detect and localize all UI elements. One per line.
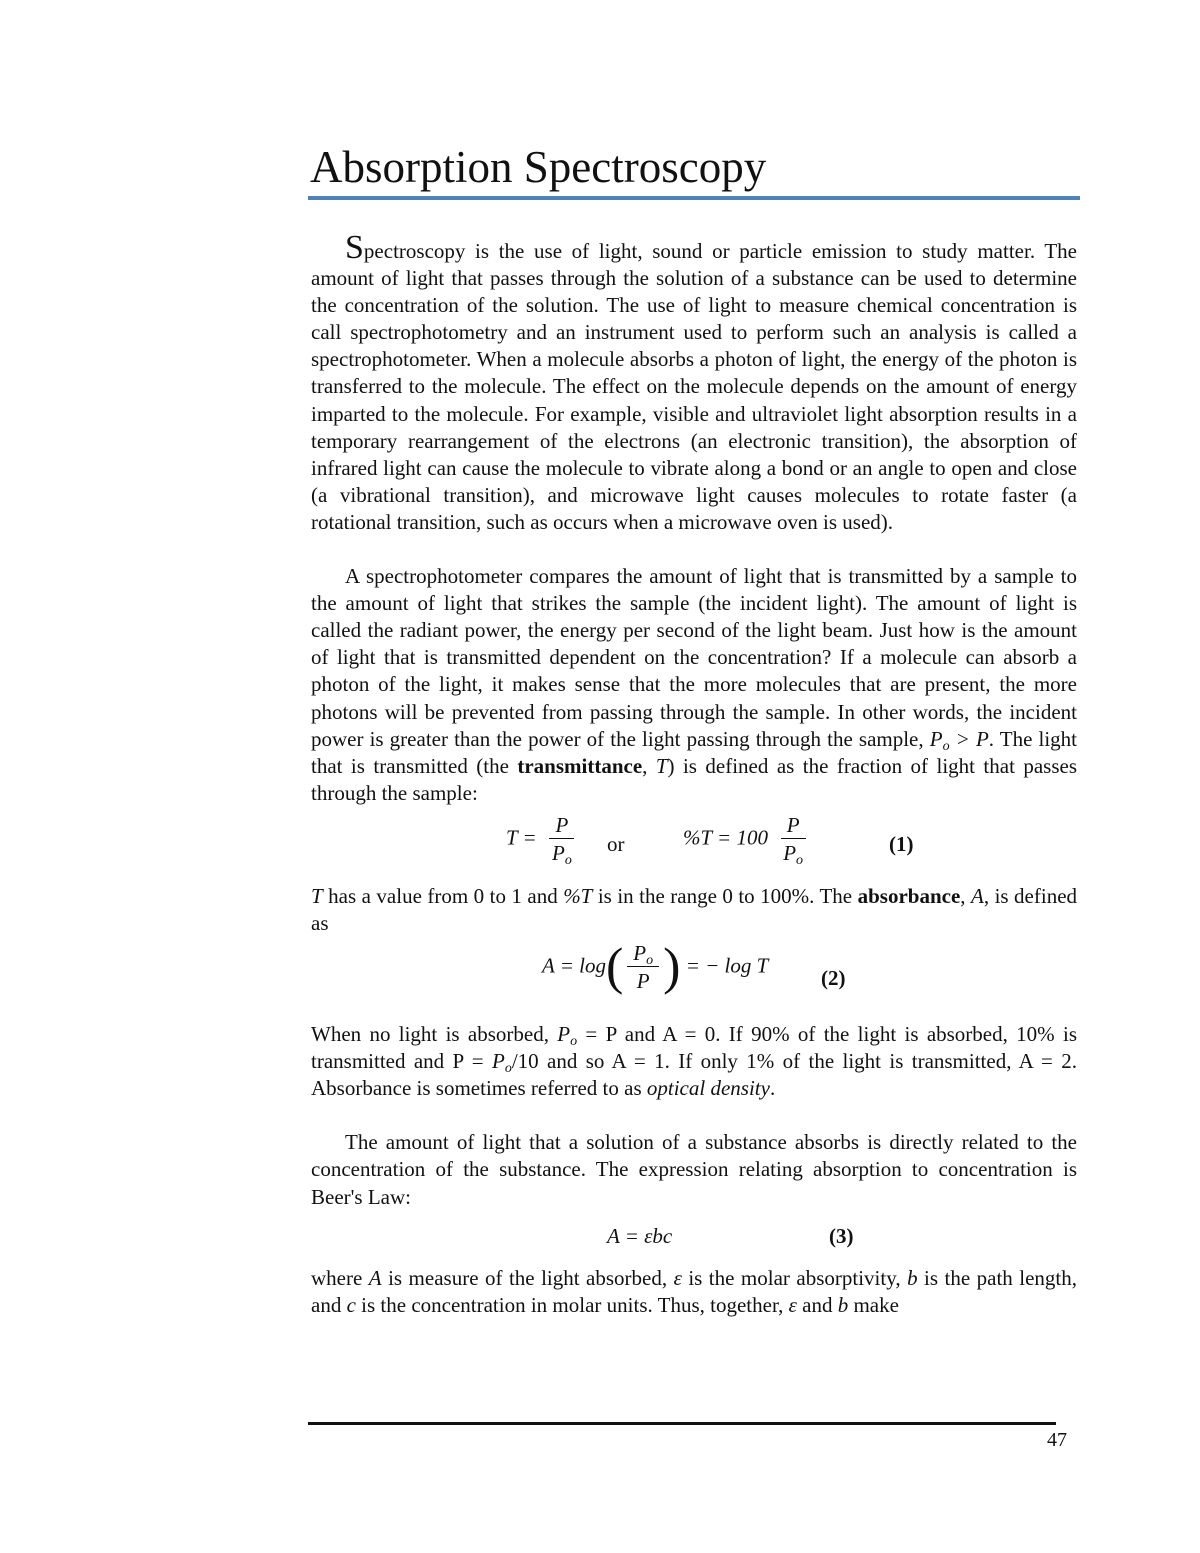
paragraph-absorbance-values: When no light is absorbed, $P_o = P$ and A = 0. If 90% of the light is absorbed, 10% is transmitted and $P = P_o/10$ and so A = 1. If only 1% of the light is transmitted, A = 2. Absorbance is sometimes referred to as optical density. [311, 1022, 1077, 1101]
term-absorbance: absorbance [857, 883, 961, 908]
paragraph-text: where [311, 1265, 369, 1290]
paragraph-text: , [642, 753, 656, 778]
equation-number: (2) [821, 966, 846, 991]
paragraph-text: A spectrophotometer compares the amount of light that is transmitted by a sample to the amount of light that strikes the sample (the incident light). The amount of light is called the radiant power, the energy per second of the light beam. Just how is the amount of light that is transmitted dependent on the concentration? If a molecule can absorb a photon of the light, it makes sense that the more molecules that are present, the more photons will be prevented from passing through the sample. In other words, the incident power is greater than the power of the light passing through the sample, [311, 564, 1077, 751]
drop-cap: S [345, 229, 364, 266]
paragraph-text: is in the range 0 to 100%. The [592, 883, 858, 908]
paragraph-text: , [960, 883, 972, 908]
fraction [546, 813, 578, 866]
paragraph-text: /10 and so A = 1. If only 1% of the light is transmitted, A = 2. Absorbance is sometimes referred to as [311, 1049, 1077, 1101]
symbol-b: b [837, 1292, 849, 1317]
paragraph-text: has a value from 0 to 1 and [322, 883, 564, 908]
paragraph-text: , is defined as [311, 883, 1078, 935]
equation-number: (1) [889, 831, 914, 856]
symbol-epsilon: ε [673, 1265, 682, 1290]
equation-2: A = log( $\frac{P_o}{P}$ ) = − log T (2) [542, 938, 846, 996]
symbol-epsilon: ε [788, 1292, 797, 1317]
symbol-percent-t: %T [563, 883, 593, 908]
paragraph-beers-law: The amount of light that a solution of a substance absorbs is directly related to the concentration of the substance. The expression relating absorption to concentration is Beer's Law: [311, 1130, 1077, 1209]
paragraph-text: is the path length, and [311, 1265, 1077, 1317]
paragraph-text: is measure of the light absorbed, [381, 1265, 674, 1290]
paragraph-absorbance [311, 883, 1077, 937]
symbol-t: T [655, 753, 668, 778]
paragraph-text: is the concentration in molar units. Thus, together, [355, 1292, 789, 1317]
symbol-a: A [368, 1265, 382, 1290]
inequality: > P [955, 726, 989, 751]
paragraph-text: is the molar absorptivity, [681, 1265, 908, 1290]
page-title: Absorption Spectroscopy [310, 142, 767, 192]
paragraph-text: and [796, 1292, 838, 1317]
paragraph-spectrophotometer: A spectrophotometer compares the amount of light that is transmitted by a sample to the amount of light that strikes the sample (the incident light). The amount of light is called the radiant power, the energy per second of the light beam. Just how is the amount of light that is transmitted dependent on the concentration? If a molecule can absorb a photon of the light, it makes sense that the more molecules that are present, the more photons will be prevented from passing through the sample. In other words, the incident power is greater than the power of the light passing through the sample, $P_o > P$. The light that is transmitted (the transmittance, T) is defined as the fraction of light that passes through the sample: [311, 564, 1078, 805]
subscript: o [796, 852, 804, 868]
subscript: o [646, 953, 654, 969]
denominator: P [783, 840, 797, 865]
subscript: o [504, 1061, 512, 1077]
equation-expression: A = εbc [607, 1223, 673, 1248]
equation-1 [311, 807, 1077, 883]
symbol-t: T [311, 883, 323, 908]
equation-3 [311, 1211, 1077, 1265]
fraction [627, 941, 659, 994]
numerator: P [555, 812, 569, 837]
denominator: P [636, 969, 650, 994]
footer-rule [308, 1422, 1056, 1425]
paragraph-text: make [848, 1292, 899, 1317]
body-text [311, 229, 1078, 1319]
subscript: o [564, 852, 572, 868]
equation-number: (3) [829, 1223, 854, 1248]
numerator: P [786, 812, 800, 837]
page-number: 47 [1047, 1429, 1067, 1451]
symbol-b: b [907, 1265, 918, 1290]
paragraph-text: = P and A = 0. If 90% of the light is absorbed, 10% is transmitted and P = [311, 1022, 1077, 1074]
title-underline [308, 196, 1080, 200]
subscript: o [570, 1034, 578, 1050]
paragraph-text: . The light that is transmitted (the [311, 726, 1078, 778]
equation-lhs: T = [506, 825, 537, 850]
equation-lhs: A = log [542, 953, 606, 978]
equation-rhs: = − log T [685, 953, 769, 978]
numerator: P [633, 941, 647, 966]
term-transmittance: transmittance [517, 753, 643, 778]
equation-lhs-percent: %T = 100 [683, 825, 768, 850]
fraction [777, 813, 809, 866]
paragraph-spectroscopy-intro [311, 229, 1077, 536]
equation-or: or [607, 831, 625, 856]
paragraph-text: ) is defined as the fraction of light that passes through the sample: [311, 753, 1078, 805]
paragraph-text: When no light is absorbed, [311, 1022, 558, 1047]
denominator: P [551, 840, 565, 865]
term-optical-density: optical density [646, 1076, 770, 1101]
symbol-c: c [346, 1292, 356, 1317]
paragraph-text: pectroscopy is the use of light, sound or particle emission to study matter. The amount of light that passes through the solution of a substance can be used to determine the concentration of the solution. The use of light to measure chemical concentration is call spectrophotometry and an instrument used to perform such an analysis is called a spectrophotometer. When a molecule absorbs a photon of light, the energy of the photon is transferred to the molecule. The effect on the molecule depends on the amount of energy imparted to the molecule. For example, visible and ultraviolet light absorption results in a temporary rearrangement of the electrons (an electronic transition), the absorption of infrared light can cause the molecule to vibrate along a bond or an angle to open and close (a vibrational transition), and microwave light causes molecules to rotate faster (a rotational transition, such as occurs when a microwave oven is used). [311, 239, 1077, 534]
subscript: o [942, 738, 950, 754]
symbol-a: A [971, 883, 984, 908]
paragraph-beers-terms [311, 1265, 1077, 1319]
paragraph-text: . [769, 1076, 776, 1101]
